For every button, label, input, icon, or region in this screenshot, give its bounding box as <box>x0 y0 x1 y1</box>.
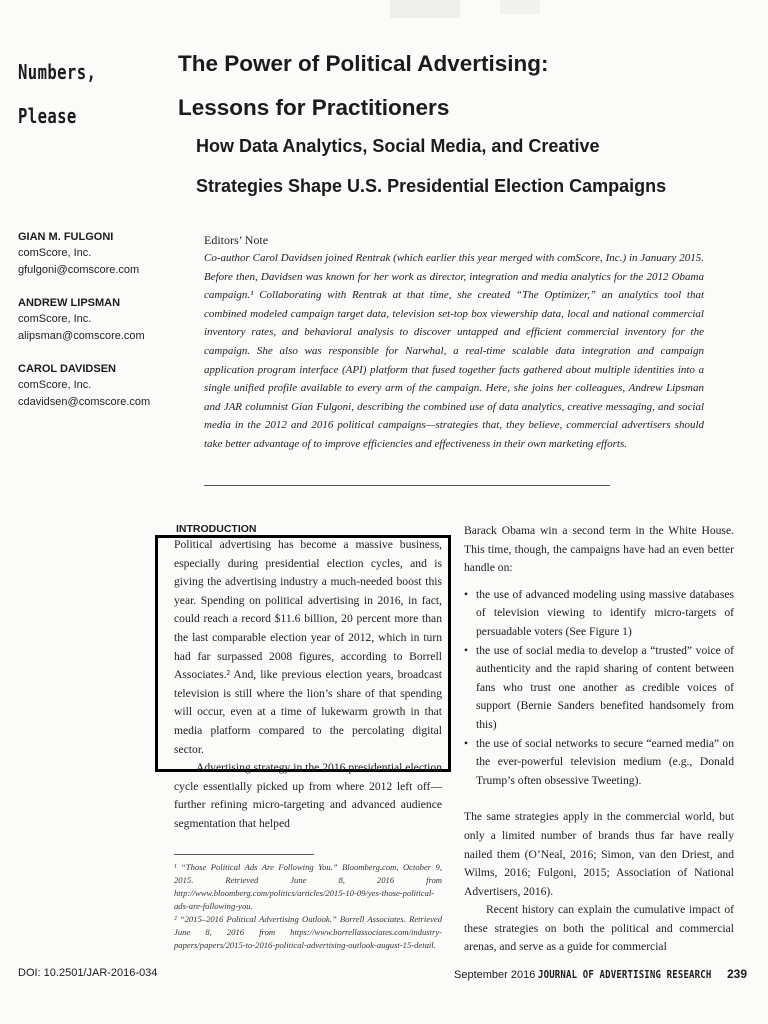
doi: DOI: 10.2501/JAR-2016-034 <box>18 967 158 979</box>
intro-text <box>174 536 442 834</box>
paragraph: Recent history can explain the cumulative impact of these strategies on both the political and commercial arenas, and serve as a guide for commercial <box>464 903 734 954</box>
bullet-list <box>464 586 734 791</box>
article-subtitle <box>196 126 756 206</box>
list-item-text: the use of advanced modeling using massive databases of television viewing to identify micro-targets of persuadable voters (See Figure 1) <box>476 587 734 638</box>
footnotes <box>174 854 442 952</box>
author-name: GIAN M. FULGONI <box>18 231 114 243</box>
scan-artifact <box>500 0 540 14</box>
page-number: 239 <box>726 967 747 981</box>
author-email: gfulgoni@comscore.com <box>18 264 140 276</box>
left-column <box>174 522 442 834</box>
editors-note-body: Co-author Carol Davidsen joined Rentrak (which earlier this year merged with comScore, Inc.) in January 2015. Before then, Davidsen was known for her work as director, integration and media analytics for the 2012 Obama campaign.¹ Collaborating with Rentrak at that time, she created “The Optimizer,” an analytics tool that combined modeled campaign target data, television set-top box viewership data, local and national commercial inventory rates, and behavioral analysis to discover untapped and efficient commercial inventory for the campaign. She also was responsible for Narwhal, a real-time scalable data integration and campaign application program interface (API) platform that fused together facts gathered about multiple identities into a single unified profile available to every arm of the campaign. Here, she joins her colleagues, Andrew Lipsman and JAR columnist Gian Fulgoni, describing the combined use of data analytics, creative messaging, and social media in the 2012 and 2016 political campaigns—strategies that, they believe, commercial advertisers should take better advantage of to improve efficiencies and effectiveness in their own marketing efforts. <box>204 252 704 450</box>
spacer <box>464 790 734 808</box>
divider <box>204 485 610 486</box>
list-item-text: the use of social media to develop a “trusted” voice of authenticity and the rapid sharing of content between fans who trust one another as credible voices of support (Bernie Sanders benefited handsomely from this) <box>476 643 734 731</box>
editors-note-heading: Editors’ Note <box>204 233 269 247</box>
scan-artifact <box>390 0 460 18</box>
paragraph: Barack Obama win a second term in the White House. This time, though, the campaigns have had an even better handle on: <box>464 524 734 575</box>
list-item <box>464 586 734 642</box>
author-affiliation: comScore, Inc. <box>18 313 92 325</box>
bullet-icon: • <box>464 643 469 657</box>
author-name: ANDREW LIPSMAN <box>18 297 121 309</box>
section-tag-line: Numbers, <box>18 60 97 84</box>
author-email: cdavidsen@comscore.com <box>18 396 151 408</box>
author-email: alipsman@comscore.com <box>18 330 145 342</box>
editors-note <box>204 231 704 454</box>
author-name: CAROL DAVIDSEN <box>18 363 116 375</box>
journal-name: JOURNAL OF ADVERTISING RESEARCH <box>538 968 712 981</box>
title-line: The Power of Political Advertising: <box>178 51 549 76</box>
author-affiliation: comScore, Inc. <box>18 247 92 259</box>
bullet-icon: • <box>464 736 469 750</box>
right-column <box>464 522 734 957</box>
paragraph: Advertising strategy in the 2016 presidential election cycle essentially picked up from where 2012 left off—further refining micro-targeting and advanced audience segmentation that helped <box>174 761 442 830</box>
paragraph: Political advertising has become a massive business, especially during presidential election cycles, and is giving the advertising industry a much-needed boost this year. Spending on political advertising in 2016, in fact, could reach a record $11.6 billion, 20 percent more than the last comparable election year of 2012, which in turn had far surpassed 2008 figures, according to Borrell Associates.² And, like previous election years, broadcast television is still where the lion’s share of that spending will occur, even at a time of lukewarm growth in that media platform compared to the percolating digital sector. <box>174 538 442 756</box>
section-heading: INTRODUCTION <box>176 523 257 535</box>
author-affiliation: comScore, Inc. <box>18 379 92 391</box>
title-line: Lessons for Practitioners <box>178 95 450 120</box>
author-block <box>18 295 188 345</box>
article-title <box>178 42 758 130</box>
issue-date: September 2016 <box>454 969 536 981</box>
section-tag-line: Please <box>18 104 77 128</box>
author-list <box>18 229 188 427</box>
author-block <box>18 361 188 411</box>
subtitle-line: How Data Analytics, Social Media, and Creative <box>196 136 600 156</box>
section-tag <box>18 50 112 138</box>
list-item <box>464 642 734 735</box>
footnote: ² “2015–2016 Political Advertising Outlook.” Borrell Associates. Retrieved June 8, 2016 from https://www.borrellassociates.com/industry-papers/papers/2015-to-2016-political-advertising-outlook-august-15-detail. <box>174 914 442 950</box>
paragraph: The same strategies apply in the commercial world, but only a limited number of brands thus far have really nailed them (O’Neal, 2016; Simon, van den Driest, and Wilms, 2016; Fulgoni, 2015; Association of National Advertisers, 2016). <box>464 810 734 898</box>
list-item <box>464 735 734 791</box>
subtitle-line: Strategies Shape U.S. Presidential Election Campaigns <box>196 176 667 196</box>
footnote: ¹ “Those Political Ads Are Following You.” Bloomberg.com, October 9, 2015. Retrieved June 8, 2016 from http://www.bloomberg.com/politics/articles/2015-10-09/yes-those-political-ads-are-following-you. <box>174 862 442 911</box>
footnote-rule <box>174 854 314 855</box>
list-item-text: the use of social networks to secure “earned media” on the ever-powerful television medium (e.g., Donald Trump’s often obsessive Tweeting). <box>476 736 734 787</box>
author-block <box>18 229 188 279</box>
page-footer <box>454 967 747 981</box>
bullet-icon: • <box>464 587 469 601</box>
